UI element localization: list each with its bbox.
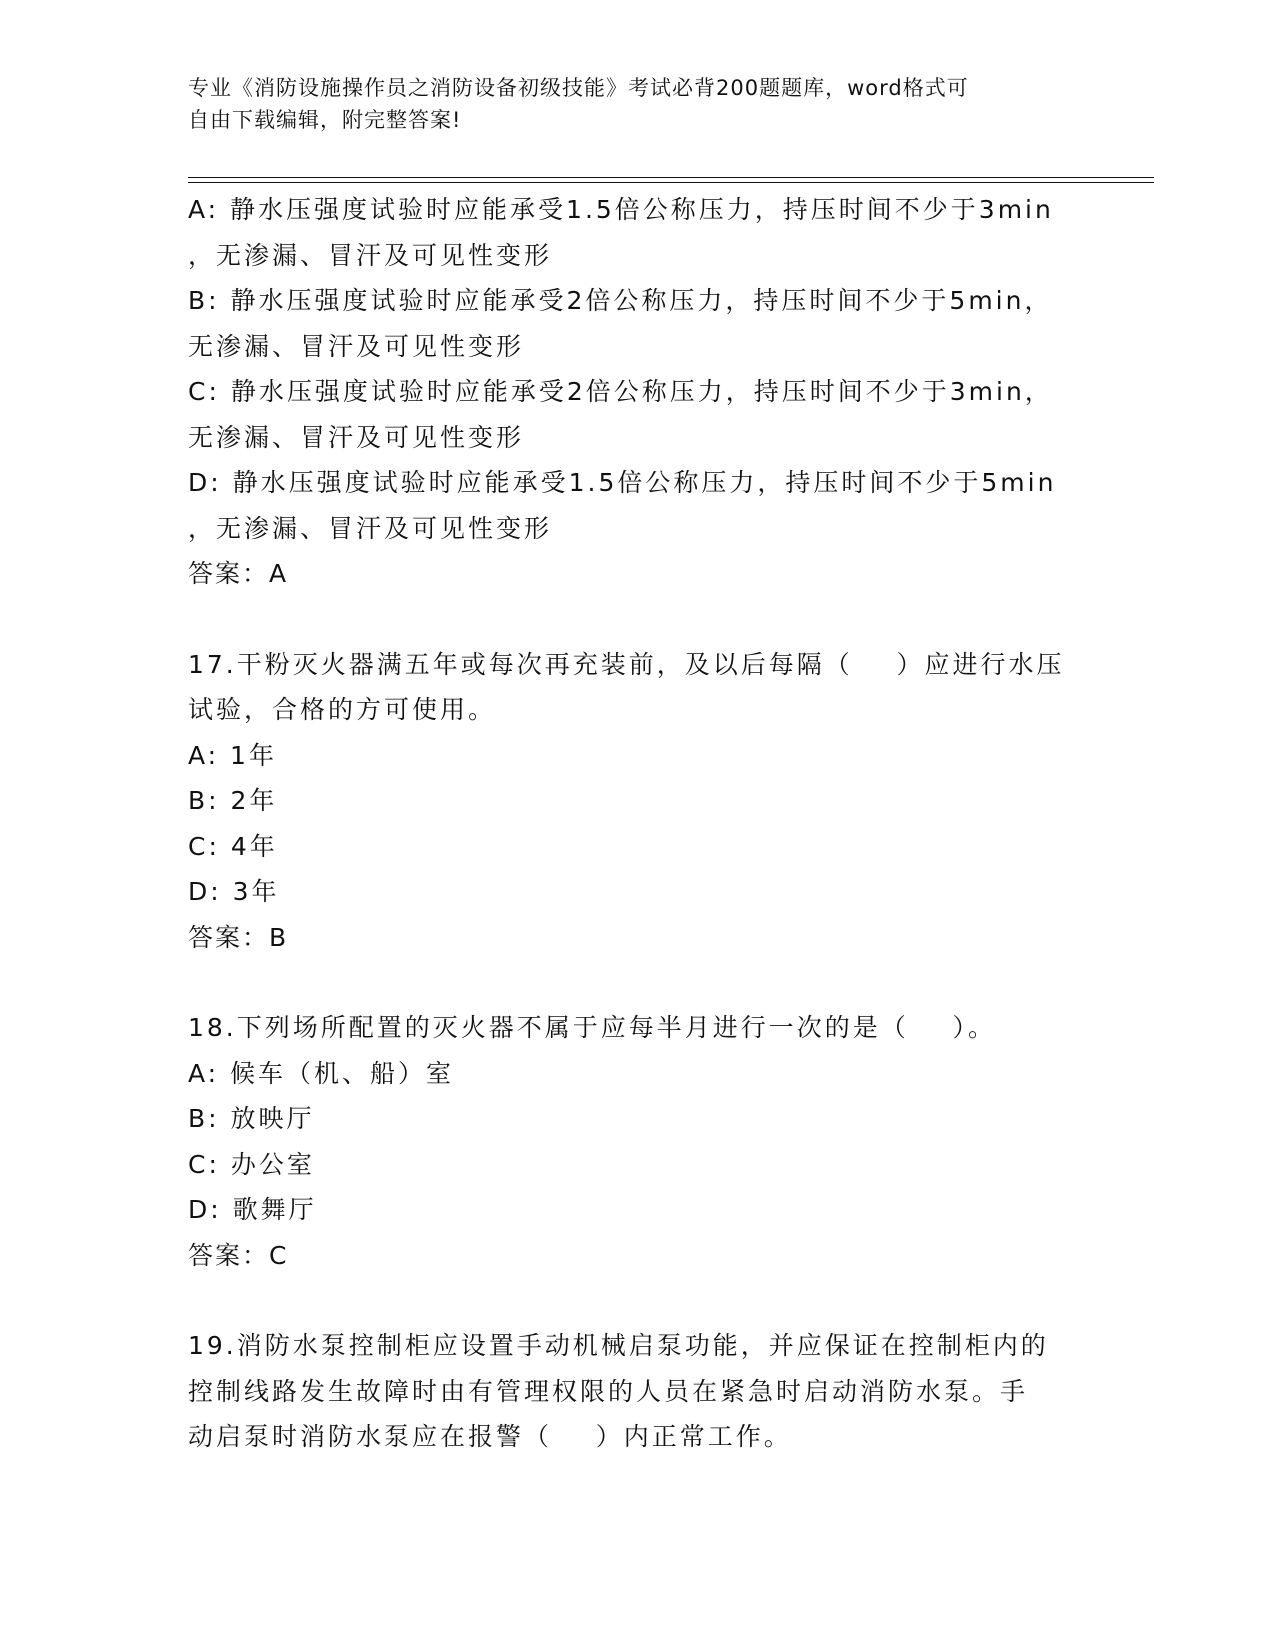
q19-stem-line2: 控制线路发生故障时由有管理权限的人员在紧急时启动消防水泵。手 — [188, 1376, 1029, 1406]
q16-option-c-line2: 无渗漏、冒汗及可见性变形 — [188, 422, 525, 452]
header-divider-top — [188, 177, 1154, 178]
q18-stem-line1: 18.下列场所配置的灭火器不属于应每半月进行一次的是（ ）。 — [188, 1013, 997, 1042]
spacer — [188, 597, 1088, 642]
q17-option-c: C: 4年 — [188, 831, 278, 861]
q16-option-d-line2: ，无渗漏、冒汗及可见性变形 — [188, 513, 553, 543]
q16-answer: 答案：A — [188, 559, 289, 588]
spacer — [188, 1278, 1088, 1323]
q16-option-b-line1: B: 静水压强度试验时应能承受2倍公称压力，持压时间不少于5min， — [188, 286, 1053, 315]
q16-option-a-line2: ，无渗漏、冒汗及可见性变形 — [188, 240, 553, 270]
q18-option-d: D: 歌舞厅 — [188, 1195, 317, 1224]
q16-option-a-line1: A: 静水压强度试验时应能承受1.5倍公称压力，持压时间不少于3min — [188, 195, 1054, 224]
q18-option-b: B: 放映厅 — [188, 1104, 315, 1133]
q17-option-b: B: 2年 — [188, 786, 278, 815]
header-divider-bottom — [188, 182, 1154, 183]
header-line-2: 自由下载编辑，附完整答案! — [188, 108, 462, 132]
q17-option-a: A: 1年 — [188, 740, 277, 770]
q17-stem-line2: 试验，合格的方可使用。 — [188, 695, 497, 724]
q17-answer: 答案：B — [188, 922, 289, 952]
q16-option-c-line1: C: 静水压强度试验时应能承受2倍公称压力，持压时间不少于3min， — [188, 377, 1053, 406]
q18-option-c: C: 办公室 — [188, 1149, 315, 1179]
q19-stem-line1: 19.消防水泵控制柜应设置手动机械启泵功能，并应保证在控制柜内的 — [188, 1331, 1049, 1360]
q16-option-b-line2: 无渗漏、冒汗及可见性变形 — [188, 331, 525, 361]
document-body — [188, 187, 1088, 1460]
document-header — [188, 72, 1068, 136]
q16-option-d-line1: D: 静水压强度试验时应能承受1.5倍公称压力，持压时间不少于5min — [188, 468, 1057, 497]
question-17 — [188, 642, 1088, 961]
q18-answer: 答案：C — [188, 1240, 289, 1270]
q19-stem-line3: 动启泵时消防水泵应在报警（ ）内正常工作。 — [188, 1422, 792, 1451]
q17-option-d: D: 3年 — [188, 877, 280, 906]
spacer — [188, 960, 1088, 1005]
question-18 — [188, 1005, 1088, 1278]
question-16 — [188, 187, 1088, 597]
question-19 — [188, 1323, 1088, 1460]
header-line-1: 专业《消防设施操作员之消防设备初级技能》考试必背200题题库，word格式可 — [188, 76, 969, 100]
q17-stem-line1: 17.干粉灭火器满五年或每次再充装前，及以后每隔（ ）应进行水压 — [188, 649, 1065, 679]
q18-option-a: A: 候车（机、船）室 — [188, 1058, 455, 1088]
